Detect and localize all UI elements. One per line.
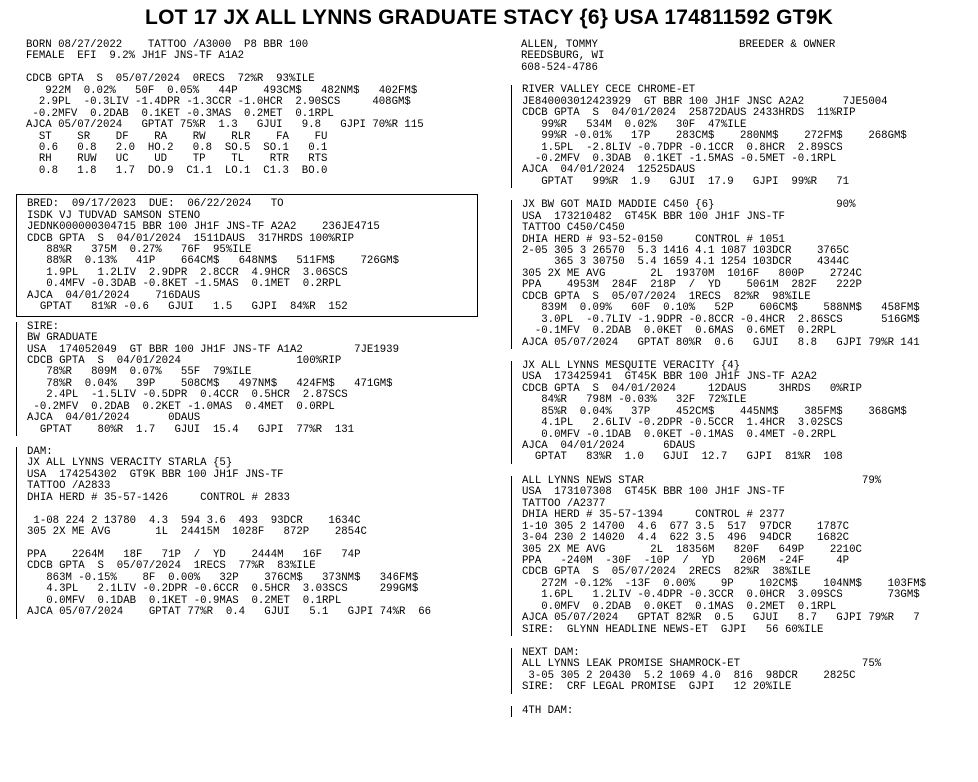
pedigree-line: 99%R -0.01% 17P 283CM$ 280NM$ 272FM$ 268GM$ <box>522 130 907 143</box>
pedigree-block <box>511 476 973 636</box>
bred-line: 0.4MFV -0.3DAB -0.8KET -1.5MAS 0.1MET 0.2RPL <box>27 278 342 291</box>
dam-line: DHIA HERD # 35-57-1426 CONTROL # 2833 <box>27 491 290 504</box>
pedigree-line: 305 2X ME AVG 2L 18356M 820F 649P 2210C <box>522 543 862 556</box>
pedigree-line: 3-04 230 2 14020 4.4 622 3.5 496 94DCR 1682C <box>522 532 850 545</box>
lot-title: LOT 17 JX ALL LYNNS GRADUATE STACY {6} USA 174811592 GT9K <box>145 6 833 29</box>
pedigree-line: 365 3 30750 5.4 1659 4.1 1254 103DCR 4344C <box>522 256 850 269</box>
pedigree-line: USA 173210482 GT45K BBR 100 JH1F JNS-TF <box>522 210 785 223</box>
sire-line: 78%R 0.04% 39P 508CM$ 497NM$ 424FM$ 471GM$ <box>27 377 393 390</box>
pedigree-line: 4TH DAM: <box>522 704 574 717</box>
dam-line: 4.3PL 2.1LIV -0.2DPR -0.6CCR 0.5HCR 3.03SCS 299GM$ <box>27 583 419 596</box>
sire-line: BW GRADUATE <box>27 332 98 345</box>
dam-line: 863M -0.15% 8F 0.00% 32P 376CM$ 373NM$ 346FM$ <box>27 571 419 584</box>
bred-line: CDCB GPTA S 04/01/2024 1511DAUS 317HRDS 100%RIP <box>27 232 355 245</box>
animal-line: 0.6 0.8 2.0 HO.2 0.8 SO.5 SO.1 0.1 <box>26 141 328 154</box>
pedigree-line: 305 2X ME AVG 2L 19370M 1016F 800P 2724C <box>522 267 862 280</box>
pedigree-line: 99%R 534M 0.02% 30F 47%ILE <box>522 118 747 131</box>
animal-section <box>26 40 486 177</box>
pedigree-line: 839M 0.09% 60F 0.10% 52P 606CM$ 588NM$ 458FM$ <box>522 302 920 315</box>
pedigree-line: RIVER VALLEY CECE CHROME-ET <box>522 84 696 97</box>
pedigree-line: 2-05 305 3 26570 5.3 1416 4.1 1087 103DCR 3765C <box>522 245 850 257</box>
pedigree-line: 1.6PL 1.2LIV -0.4DPR -0.3CCR 0.0HCR 3.09SCS 73GM$ <box>522 589 920 602</box>
bred-line: JEDNK000000304715 BBR 100 JH1F JNS-TF A2A2 236JE4715 <box>27 221 380 234</box>
pedigree-line: CDCB GPTA S 04/01/2024 12DAUS 3HRDS 0%RIP <box>522 382 862 395</box>
pedigree-line: PPA 4953M 284F 218P / YD 5061M 282F 222P <box>522 279 862 292</box>
sire-line: CDCB GPTA S 04/01/2024 100%RIP <box>27 354 342 367</box>
animal-line: AJCA 05/07/2024 GPTAT 75%R 1.3 GJUI 9.8 GJPI 70%R 115 <box>26 119 424 132</box>
dam-line: CDCB GPTA S 05/07/2024 1RECS 77%R 83%ILE <box>27 560 316 573</box>
owner-line: REEDSBURG, WI <box>521 50 605 63</box>
dam-line: AJCA 05/07/2024 GPTAT 77%R 0.4 GJUI 5.1 GJPI 74%R 66 <box>27 606 432 619</box>
sire-line: SIRE: <box>27 320 60 333</box>
dam-line: USA 174254302 GT9K BBR 100 JH1F JNS-TF <box>27 468 284 481</box>
pedigree-line: GPTAT 83%R 1.0 GJUI 12.7 GJPI 81%R 108 <box>522 451 843 464</box>
dam-section <box>16 447 486 619</box>
pedigree-block <box>511 200 973 349</box>
animal-line: 0.8 1.8 1.7 DO.9 C1.1 LO.1 C1.3 BO.0 <box>26 164 328 177</box>
bred-line: ISDK VJ TUDVAD SAMSON STENO <box>27 209 201 222</box>
sire-line: AJCA 04/01/2024 0DAUS <box>27 412 201 425</box>
pedigree-block <box>511 648 973 694</box>
sire-line: GPTAT 80%R 1.7 GJUI 15.4 GJPI 77%R 131 <box>27 423 355 436</box>
pedigree-block <box>511 361 973 464</box>
animal-line: FEMALE EFI 9.2% JH1F JNS-TF A1A2 <box>26 50 245 63</box>
right-column <box>521 40 973 717</box>
bred-line: 1.9PL 1.2LIV 2.9DPR 2.8CCR 4.9HCR 3.06SCS <box>27 266 348 279</box>
owner-line: 608-524-4786 <box>521 61 598 74</box>
pedigree-line: CDCB GPTA S 04/01/2024 25872DAUS 2433HRDS 11%RIP <box>522 107 856 120</box>
animal-line: -0.2MFV 0.2DAB 0.1KET -0.3MAS 0.2MET 0.1RPL <box>26 107 334 120</box>
animal-line: RH RUW UC UD TP TL RTR RTS <box>26 153 328 166</box>
pedigree-line: 1.5PL -2.8LIV -0.7DPR -0.1CCR 0.8HCR 2.89SCS <box>522 141 843 154</box>
owner-section <box>521 40 973 74</box>
sire-line: 78%R 809M 0.07% 55F 79%ILE <box>27 366 252 379</box>
pedigree-line: SIRE: GLYNN HEADLINE NEWS-ET GJPI 56 60%ILE <box>522 623 824 636</box>
sire-section <box>16 322 486 436</box>
pedigree-line: ALL LYNNS NEWS STAR 79% <box>522 474 882 487</box>
animal-line: CDCB GPTA S 05/07/2024 0RECS 72%R 93%ILE <box>26 73 315 86</box>
pedigree-line: AJCA 05/07/2024 GPTAT 80%R 0.6 GJUI 8.8 GJPI 79%R 141 <box>522 336 920 349</box>
animal-line: ST SR DF RA RW RLR FA FU <box>26 130 328 143</box>
pedigree-line: -0.1MFV 0.2DAB 0.0KET 0.6MAS 0.6MET 0.2RPL <box>522 325 837 338</box>
pedigree-line: 1-10 305 2 14700 4.6 677 3.5 517 97DCR 1787C <box>522 520 850 533</box>
sire-line: -0.2MFV 0.2DAB 0.2KET -1.0MAS 0.4MET 0.0RPL <box>27 400 335 413</box>
pedigree-line: ALL LYNNS LEAK PROMISE SHAMROCK-ET 75% <box>522 658 882 671</box>
dam-line: 0.0MFV 0.1DAB 0.1KET -0.9MAS 0.2MET 0.1RPL <box>27 594 342 607</box>
dam-line: PPA 2264M 18F 71P / YD 2444M 16F 74P <box>27 548 361 561</box>
pedigree-line: -0.2MFV 0.3DAB 0.1KET -1.5MAS -0.5MET -0.1RPL <box>522 152 837 165</box>
pedigree-line: 272M -0.12% -13F 0.00% 9P 102CM$ 104NM$ 103FM$ <box>522 577 927 590</box>
pedigree-line: JE840003012423929 GT BBR 100 JH1F JNSC A2A2 7JE5004 <box>522 95 888 108</box>
pedigree-line: AJCA 05/07/2024 GPTAT 82%R 0.5 GJUI 8.7 GJPI 79%R 7 <box>522 612 920 625</box>
pedigree-line: CDCB GPTA S 05/07/2024 2RECS 82%R 38%ILE <box>522 566 811 579</box>
pedigree-line: TATTOO /A2377 <box>522 497 606 510</box>
pedigree-line: 4.1PL 2.6LIV -0.2DPR -0.5CCR 1.4HCR 3.02SCS <box>522 417 843 430</box>
animal-line: BORN 08/27/2022 TATTOO /A3000 P8 BBR 100 <box>26 39 309 51</box>
bred-line: AJCA 04/01/2024 716DAUS <box>27 289 201 302</box>
pedigree-line: JX ALL LYNNS MESQUITE VERACITY {4} <box>522 359 741 372</box>
pedigree-blocks <box>521 85 973 717</box>
animal-line: 2.9PL -0.3LIV -1.4DPR -1.3CCR -1.0HCR 2.90SCS 408GM$ <box>26 96 411 109</box>
dam-line: DAM: <box>27 446 53 458</box>
pedigree-line: DHIA HERD # 93-52-0150 CONTROL # 1051 <box>522 233 785 246</box>
pedigree-line: CDCB GPTA S 05/07/2024 1RECS 82%R 98%ILE <box>522 290 811 303</box>
bred-line: 88%R 375M 0.27% 76F 95%ILE <box>27 244 252 256</box>
pedigree-line: AJCA 04/01/2024 6DAUS <box>522 440 696 452</box>
bred-box <box>16 194 478 316</box>
pedigree-line: DHIA HERD # 35-57-1394 CONTROL # 2377 <box>522 509 785 522</box>
pedigree-block <box>511 85 973 188</box>
dam-line: 305 2X ME AVG 1L 24415M 1028F 872P 2854C <box>27 526 367 539</box>
sire-line: USA 174052049 GT BBR 100 JH1F JNS-TF A1A2 7JE1939 <box>27 343 399 356</box>
pedigree-line: 85%R 0.04% 37P 452CM$ 445NM$ 385FM$ 368GM$ <box>522 405 907 418</box>
pedigree-line: USA 173425941 GT45K BBR 100 JH1F JNS-TF A2A2 <box>522 371 818 384</box>
dam-line: 1-08 224 2 13780 4.3 594 3.6 493 93DCR 1634C <box>27 514 361 527</box>
dam-line: TATTOO /A2833 <box>27 480 111 493</box>
pedigree-line: 3.0PL -0.7LIV -1.9DPR -0.8CCR -0.4HCR 2.86SCS 516GM$ <box>522 313 920 326</box>
animal-line: 922M 0.02% 50F 0.05% 44P 493CM$ 482NM$ 402FM$ <box>26 84 418 97</box>
pedigree-line: 84%R 798M -0.03% 32F 72%ILE <box>522 394 747 407</box>
bred-line: GPTAT 81%R -0.6 GJUI 1.5 GJPI 84%R 152 <box>27 301 348 314</box>
pedigree-line: PPA -240M -30F -10P / YD 206M -24F 4P <box>522 554 850 567</box>
pedigree-block <box>511 706 973 717</box>
pedigree-line: NEXT DAM: <box>522 647 580 659</box>
pedigree-line: USA 173107308 GT45K BBR 100 JH1F JNS-TF <box>522 486 785 499</box>
pedigree-line: 0.0MFV -0.1DAB 0.0KET -0.1MAS 0.4MET -0.2RPL <box>522 428 837 441</box>
pedigree-line: TATTOO C450/C450 <box>522 222 625 235</box>
owner-line: ALLEN, TOMMY BREEDER & OWNER <box>521 39 836 51</box>
pedigree-line: JX BW GOT MAID MADDIE C450 {6} 90% <box>522 199 856 212</box>
dam-line: JX ALL LYNNS VERACITY STARLA {5} <box>27 457 233 470</box>
pedigree-line: AJCA 04/01/2024 12525DAUS <box>522 164 696 177</box>
dam-line <box>27 504 486 515</box>
bred-line: BRED: 09/17/2023 DUE: 06/22/2024 TO <box>27 198 284 211</box>
pedigree-line: 3-05 305 2 20430 5.2 1069 4.0 816 98DCR 2825C <box>522 669 856 682</box>
pedigree-line: SIRE: CRF LEGAL PROMISE GJPI 12 20%ILE <box>522 681 792 694</box>
sire-line: 2.4PL -1.5LIV -0.5DPR 0.4CCR 0.5HCR 2.87SCS <box>27 389 348 402</box>
pedigree-line: GPTAT 99%R 1.9 GJUI 17.9 GJPI 99%R 71 <box>522 175 850 188</box>
left-column <box>26 40 486 619</box>
bred-line: 88%R 0.13% 41P 664CM$ 648NM$ 511FM$ 726GM$ <box>27 255 399 268</box>
pedigree-line: 0.0MFV 0.2DAB 0.0KET 0.1MAS 0.2MET 0.1RPL <box>522 600 837 613</box>
